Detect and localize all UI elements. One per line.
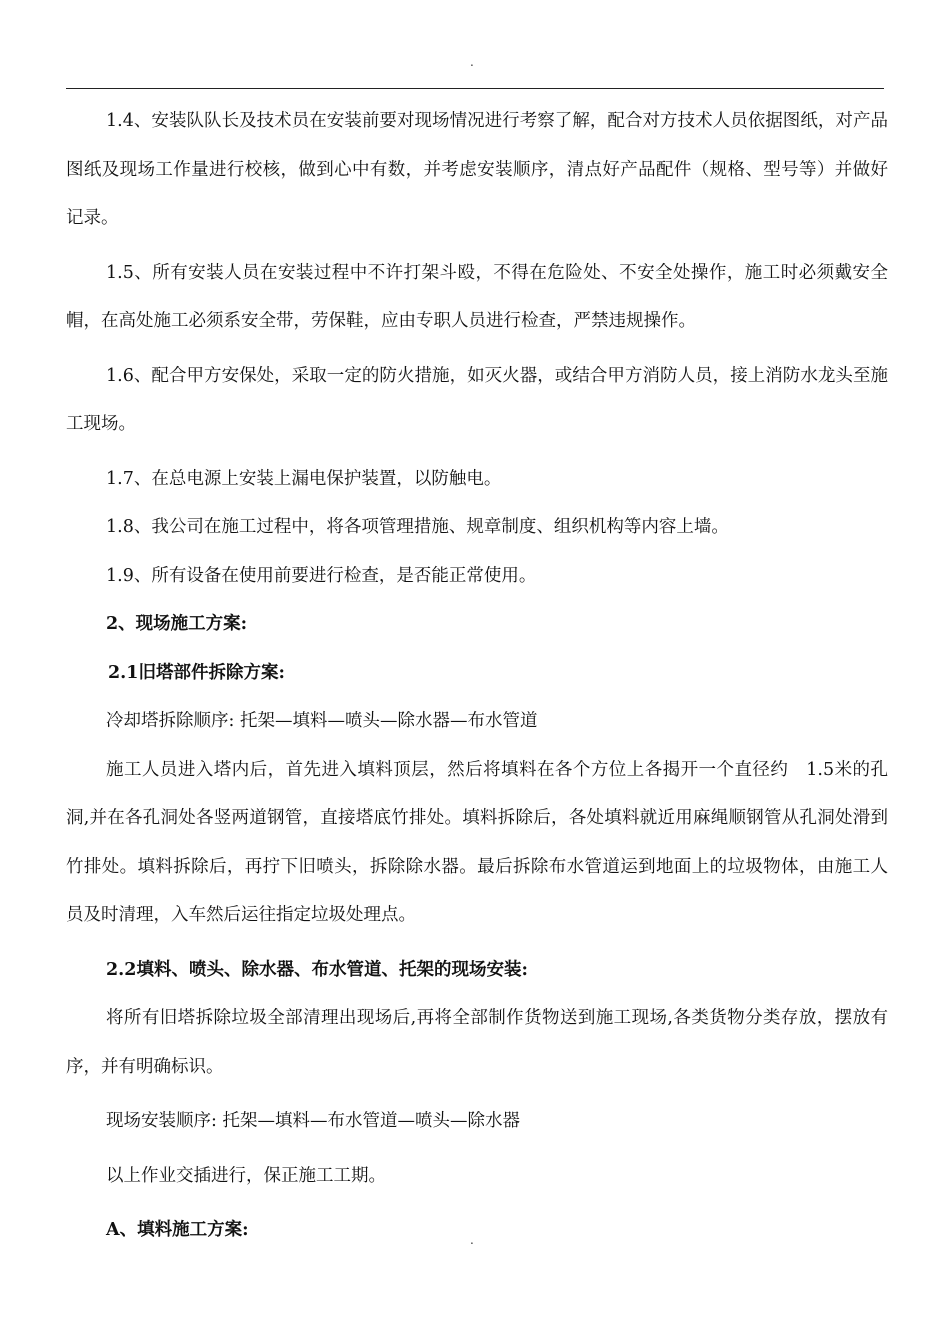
heading-2-1: 2.1旧塔部件拆除方案: bbox=[108, 662, 285, 683]
header-mark: . bbox=[470, 55, 474, 69]
heading-2-2: 2.2填料、喷头、除水器、布水管道、托架的现场安装: bbox=[106, 959, 528, 980]
paragraph-cross: 以上作业交插进行，保正施工工期。 bbox=[106, 1165, 386, 1186]
paragraph-1-4: 1.4、安装队队长及技术员在安装前要对现场情况进行考察了解，配合对方技术人员依据图纸，对产品图纸及现场工作量进行校核，做到心中有数，并考虑安装顺序，清点好产品配件（规格、型号等）并做好记录。 bbox=[66, 111, 888, 228]
paragraph-1-6: 1.6、配合甲方安保处，采取一定的防火措施，如灭火器，或结合甲方消防人员，接上消防水龙头至施工现场。 bbox=[66, 365, 888, 434]
heading-a: A、填料施工方案: bbox=[106, 1220, 249, 1240]
paragraph-1-8: 1.8、我公司在施工过程中，将各项管理措施、规章制度、组织机构等内容上墙。 bbox=[106, 517, 729, 537]
document-body bbox=[66, 97, 888, 1255]
paragraph-install: 将所有旧塔拆除垃圾全部清理出现场后,再将全部制作货物送到施工现场,各类货物分类存放，摆放有序，并有明确标识。 bbox=[66, 1008, 888, 1077]
paragraph-1-9: 1.9、所有设备在使用前要进行检查，是否能正常使用。 bbox=[106, 565, 537, 586]
paragraph-1-7: 1.7、在总电源上安装上漏电保护装置，以防触电。 bbox=[106, 468, 502, 489]
removal-order: 冷却塔拆除顺序: 托架—填料—喷头—除水器—布水管道 bbox=[106, 711, 538, 731]
heading-2: 2、现场施工方案: bbox=[106, 614, 248, 634]
paragraph-1-5: 1.5、所有安装人员在安装过程中不许打架斗殴，不得在危险处、不安全处操作，施工时必须戴安全帽，在高处施工必须系安全带，劳保鞋，应由专职人员进行检查，严禁违规操作。 bbox=[66, 262, 888, 331]
footer-mark: . bbox=[470, 1233, 474, 1247]
header-rule bbox=[66, 88, 884, 89]
install-order: 现场安装顺序: 托架—填料—布水管道—喷头—除水器 bbox=[106, 1111, 520, 1131]
paragraph-removal: 施工人员进入塔内后，首先进入填料顶层，然后将填料在各个方位上各揭开一个直径约 1.5米的孔洞,并在各孔洞处各竖两道钢管，直接塔底竹排处。填料拆除后，各处填料就近用麻绳顺钢管从孔洞处滑到竹排处。填料拆除后，再拧下旧喷头，拆除除水器。最后拆除布水管道运到地面上的垃圾物体，由施工人员及时清理，入车然后运往指定垃圾处理点。 bbox=[66, 759, 888, 925]
